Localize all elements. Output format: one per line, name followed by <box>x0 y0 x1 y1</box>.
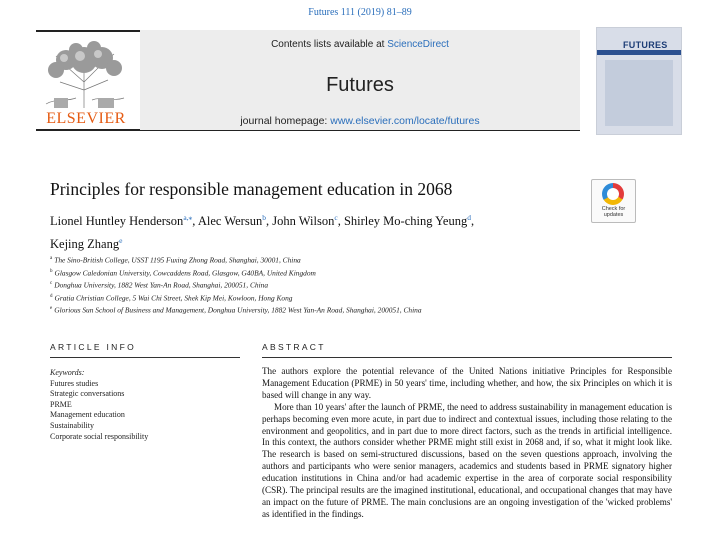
affiliation-text: Glorious Sun School of Business and Management, Donghua University, 1882 West Yan-An Road, Shanghai, 200051, China <box>54 305 422 315</box>
keywords-label: Keywords: <box>50 368 85 377</box>
affiliation-item <box>50 278 610 291</box>
elsevier-logo[interactable] <box>36 38 132 128</box>
journal-cover-thumbnail[interactable] <box>596 27 682 135</box>
affiliation-item <box>50 253 610 266</box>
keyword-item: Corporate social responsibility <box>50 431 149 441</box>
journal-citation[interactable]: Futures 111 (2019) 81–89 <box>308 7 412 18</box>
check-updates-icon <box>602 183 624 205</box>
contents-available-line <box>140 39 580 50</box>
keyword-item: PRME <box>50 399 72 409</box>
elsevier-tree-icon <box>36 38 132 110</box>
affiliation-mark: e <box>50 306 53 312</box>
author-affiliation-mark[interactable]: a,⁎ <box>183 213 193 222</box>
abstract-paragraph: More than 10 years' after the launch of PRME, the need to address sustainability in management education is perhaps becoming even more acute, in part due to indirect and contextual issues, including those relating to the environment and geopolitics, and in part due to more direct factors, such as the trends in artificial intelligence. In this context, the authors consider whether PRME might still exist in 2068 and, if so, what it might look like. The research is based on semi-structured discussions, based on the seven questions approach, involving the authors and participants who were senior managers, academics and students based in PRME signatory higher education institutions in China and/or had academic expertise in the area of corporate social responsibility (CSR). The principal results are the imagined institutional, educational, and occupational changes that may have an impact on the future of PRME. The main conclusions are an ongoing investigation of the 'wicked problems' as identified in the findings. <box>262 401 672 519</box>
paper-title: Principles for responsible management education in 2068 <box>50 179 453 199</box>
affiliation-mark: d <box>50 293 53 299</box>
author-separator: , <box>265 214 273 229</box>
affiliation-item <box>50 291 610 304</box>
affiliation-list <box>50 253 610 316</box>
author-list <box>50 208 590 254</box>
keyword-item: Futures studies <box>50 378 99 388</box>
journal-name: Futures <box>326 74 394 96</box>
author-separator: , <box>337 214 344 229</box>
author-affiliation-mark[interactable]: c <box>334 213 338 222</box>
abstract-rule <box>262 357 672 358</box>
article-info-rule <box>50 357 240 358</box>
affiliation-mark: a <box>50 256 53 261</box>
journal-homepage-line <box>140 115 580 127</box>
affiliation-text: Glasgow Caledonian University, Cowcaddens Road, Glasgow, G40BA, United Kingdom <box>54 268 316 278</box>
abstract-paragraph: The authors explore the potential relevance of the United Nations initiative Principles for Responsible Management Education (PRME) in 50 years' time, including whether, and how, the six Principles on which it is based will change in any way. <box>262 366 672 400</box>
author-affiliation-mark[interactable]: e <box>119 236 123 246</box>
author-affiliation-mark[interactable]: d <box>467 213 471 222</box>
contents-prefix: Contents lists available at <box>271 39 388 50</box>
cover-art <box>605 60 673 126</box>
author-name[interactable]: Kejing Zhang <box>50 237 120 252</box>
author-name[interactable]: Lionel Huntley Henderson <box>50 214 184 229</box>
keyword-item: Management education <box>50 410 125 420</box>
affiliation-item <box>50 303 610 316</box>
check-updates-label: Check for updates <box>601 206 626 218</box>
cover-stripe <box>597 50 681 55</box>
masthead-journal-box <box>140 30 580 130</box>
keywords-block <box>50 368 240 442</box>
author-separator: , <box>470 214 475 229</box>
check-for-updates-button[interactable] <box>591 179 636 223</box>
homepage-prefix: journal homepage: <box>240 115 331 127</box>
journal-masthead <box>36 30 684 130</box>
affiliation-text: The Sino-British College, USST 1195 Fuxing Zhong Road, Shanghai, 30001, China <box>54 255 301 265</box>
sciencedirect-link[interactable]: ScienceDirect <box>387 39 449 50</box>
author-name[interactable]: Shirley Mo-ching Yeung <box>343 214 468 229</box>
journal-homepage-link[interactable]: www.elsevier.com/locate/futures <box>330 115 480 127</box>
affiliation-text: Donghua University, 1882 West Yan-An Road, Shanghai, 200051, China <box>54 280 269 290</box>
affiliation-text: Gratia Christian College, 5 Wai Chi Street, Shek Kip Mei, Kowloon, Hong Kong <box>54 293 293 303</box>
article-info-heading: ARTICLE INFO <box>50 342 137 352</box>
abstract-body <box>262 366 672 521</box>
author-name[interactable]: John Wilson <box>272 214 335 229</box>
keyword-item: Strategic conversations <box>50 389 125 399</box>
affiliation-mark: b <box>50 268 53 274</box>
affiliation-mark: c <box>50 281 53 287</box>
publisher-wordmark: ELSEVIER <box>46 110 126 127</box>
author-affiliation-mark[interactable]: b <box>262 213 266 222</box>
keyword-item: Sustainability <box>50 420 94 430</box>
affiliation-item <box>50 266 610 279</box>
author-separator: , <box>192 214 198 229</box>
cover-title: FUTURES <box>623 40 668 50</box>
abstract-heading: ABSTRACT <box>262 342 326 352</box>
author-name[interactable]: Alec Wersun <box>197 214 263 229</box>
